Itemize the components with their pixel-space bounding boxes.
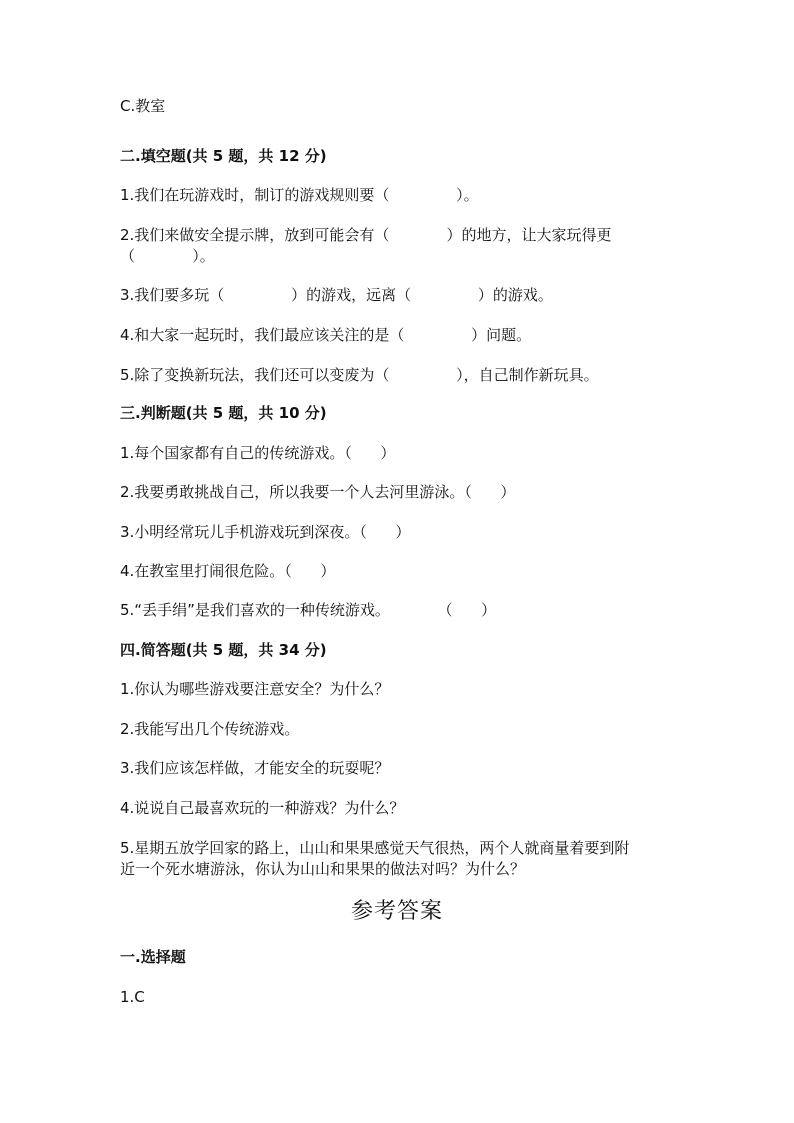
section-short-answer-heading: 四.简答题(共 5 题，共 34 分) xyxy=(120,641,327,659)
fill-blank-question-2-line-1: 2.我们来做安全提示牌，放到可能会有（ ）的地方，让大家玩得更 xyxy=(120,226,612,244)
fill-blank-question-1: 1.我们在玩游戏时，制订的游戏规则要（ ）。 xyxy=(120,186,479,204)
answer-section-choice-heading: 一.选择题 xyxy=(120,948,186,966)
short-answer-question-2: 2.我能写出几个传统游戏。 xyxy=(120,720,300,738)
fill-blank-question-3: 3.我们要多玩（ ）的游戏，远离（ ）的游戏。 xyxy=(120,286,553,304)
short-answer-question-5-line-2: 近一个死水塘游泳，你认为山山和果果的做法对吗？为什么？ xyxy=(120,860,526,878)
true-false-question-2: 2.我要勇敢挑战自己，所以我要一个人去河里游泳。（ ） xyxy=(120,483,516,501)
section-true-false-heading: 三.判断题(共 5 题，共 10 分) xyxy=(120,404,327,422)
short-answer-question-3: 3.我们应该怎样做，才能安全的玩耍呢？ xyxy=(120,759,390,777)
answer-key-title: 参考答案 xyxy=(350,899,443,924)
section-fill-blank-heading: 二.填空题(共 5 题，共 12 分) xyxy=(120,147,327,165)
option-c-classroom: C.教室 xyxy=(120,97,166,115)
fill-blank-question-2-line-2: （ ）。 xyxy=(120,247,215,265)
true-false-question-5: 5.“丢手绢”是我们喜欢的一种传统游戏。 （ ） xyxy=(120,601,497,619)
true-false-question-3: 3.小明经常玩儿手机游戏玩到深夜。（ ） xyxy=(120,523,411,541)
short-answer-question-4: 4.说说自己最喜欢玩的一种游戏？为什么？ xyxy=(120,799,405,817)
true-false-question-1: 1.每个国家都有自己的传统游戏。（ ） xyxy=(120,444,396,462)
short-answer-question-1: 1.你认为哪些游戏要注意安全？为什么？ xyxy=(120,680,390,698)
answer-1: 1.C xyxy=(120,988,145,1006)
true-false-question-4: 4.在教室里打闹很危险。（ ） xyxy=(120,562,336,580)
fill-blank-question-4: 4.和大家一起玩时，我们最应该关注的是（ ）问题。 xyxy=(120,326,532,344)
short-answer-question-5-line-1: 5.星期五放学回家的路上，山山和果果感觉天气很热，两个人就商量着要到附 xyxy=(120,839,630,857)
fill-blank-question-5: 5.除了变换新玩法，我们还可以变废为（ ），自己制作新玩具。 xyxy=(120,366,599,384)
